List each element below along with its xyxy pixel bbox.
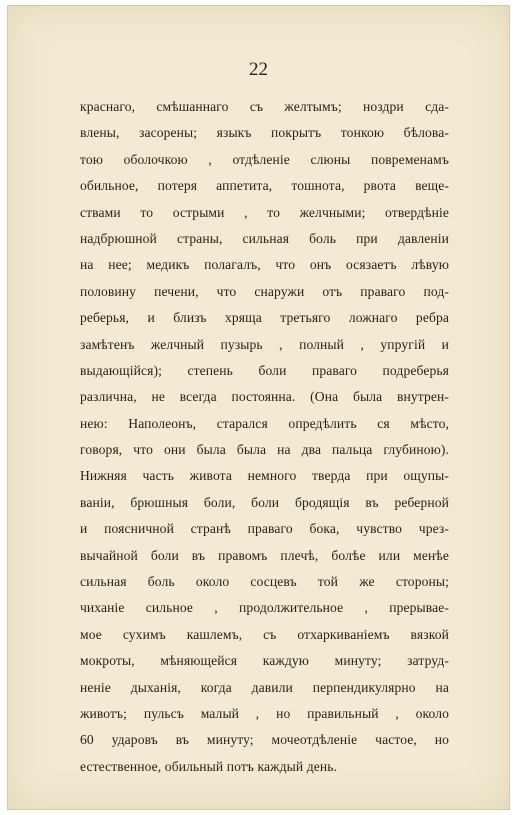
- text-line: обильное, потеря аппетита, тошнота, рвота веще-: [80, 178, 449, 194]
- text-line: вычайной боли въ правомъ плечѣ, болѣе или менѣе: [80, 547, 449, 563]
- text-line: 60 ударовъ въ минуту; мочеотдѣленіе частое, но: [80, 732, 449, 748]
- text-line: различна, не всегда постоянна. (Она была внутрен-: [80, 389, 449, 405]
- book-page: [7, 5, 510, 810]
- text-line: влены, засорены; языкъ покрытъ тонкою бѣлова-: [80, 125, 449, 141]
- text-line: животъ; пульсъ малый , но правильный , около: [80, 705, 449, 721]
- text-line: естественное, обильный потъ каждый день.: [80, 758, 338, 774]
- text-line: выдающійся); степень боли праваго подреберья: [80, 362, 449, 378]
- text-line: замѣтенъ желчный пузырь , полный , упругій и: [80, 336, 449, 352]
- body-text: [80, 94, 449, 780]
- text-line: надбрюшной страны, сильная боль при давленіи: [80, 230, 449, 246]
- text-line: нею: Наполеонъ, старался опредѣлить ся мѣсто,: [80, 415, 449, 431]
- text-line: ваніи, брюшныя боли, боли бродящія въ реберной: [80, 494, 449, 510]
- text-line: реберья, и близъ хряща третьяго ложнаго ребра: [80, 310, 449, 326]
- text-line: тою оболочкою , отдѣленіе слюны повременамъ: [80, 151, 449, 167]
- text-line: сильная боль около сосцевъ той же стороны;: [80, 574, 449, 590]
- text-line: половину печени, что снаружи отъ праваго под-: [80, 283, 449, 299]
- text-line: краснаго, смѣшаннаго съ желтымъ; ноздри сда-: [80, 99, 449, 114]
- text-line: мокроты, мѣняющейся каждую минуту; затруд-: [80, 653, 449, 669]
- page-number: 22: [249, 59, 268, 80]
- text-line: говоря, что они была была на два пальца глубиною).: [80, 442, 449, 458]
- text-line: на нее; медикъ полагалъ, что онъ осязаетъ лѣвую: [80, 257, 449, 273]
- text-line: и поясничной странѣ праваго бока, чувство чрез-: [80, 521, 449, 537]
- text-line: чиханіе сильное , продолжительное , прерывае-: [80, 600, 449, 616]
- text-line: ствами то острыми , то желчными; отвердѣніе: [80, 204, 449, 220]
- text-line: неніе дыханія, когда давили перпендикулярно на: [80, 679, 449, 695]
- text-line: мое сухимъ кашлемъ, съ отхаркиваніемъ вязкой: [80, 626, 449, 642]
- text-line: Нижняя часть живота немного тверда при ощупы-: [80, 468, 449, 484]
